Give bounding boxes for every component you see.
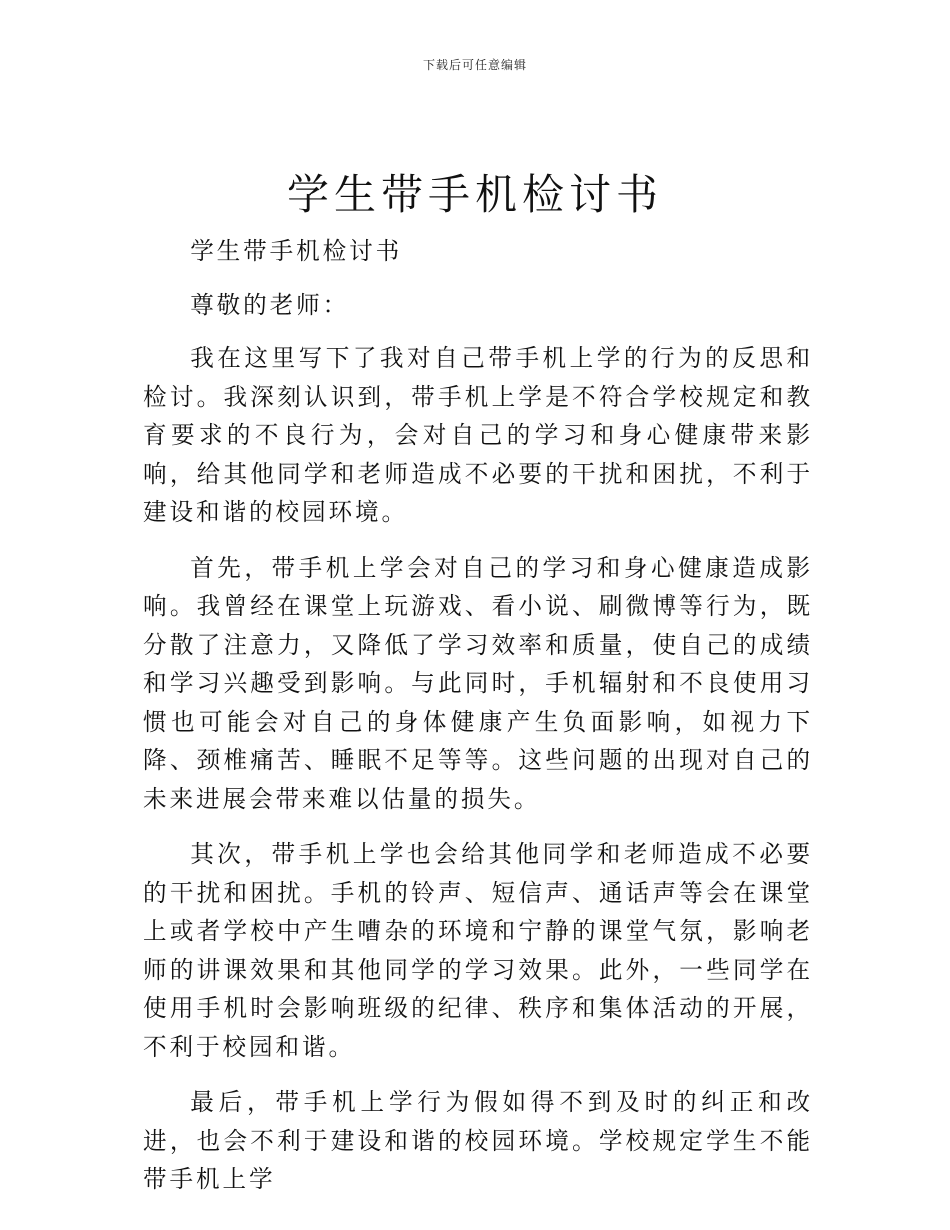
paragraph-subtitle: 学生带手机检讨书 bbox=[190, 237, 403, 265]
document-title: 学生带手机检讨书 bbox=[286, 170, 663, 219]
document-body bbox=[143, 232, 813, 1216]
paragraph-salutation: 尊敬的老师： bbox=[190, 290, 350, 319]
paragraph-last: 最后，带手机上学行为假如得不到及时的纠正和改进，也会不利于建设和谐的校园环境。学校规定学生不能带手机上学 bbox=[143, 1088, 813, 1193]
paragraph-second: 其次，带手机上学也会给其他同学和老师造成不必要的干扰和困扰。手机的铃声、短信声、通话声等会在课堂上或者学校中产生嘈杂的环境和宁静的课堂气氛，影响老师的讲课效果和其他同学的学习效果。此外，一些同学在使用手机时会影响班级的纪律、秩序和集体活动的开展，不利于校园和谐。 bbox=[143, 840, 813, 1061]
paragraph-first: 首先，带手机上学会对自己的学习和身心健康造成影响。我曾经在课堂上玩游戏、看小说、刷微博等行为，既分散了注意力，又降低了学习效率和质量，使自己的成绩和学习兴趣受到影响。与此同时，手机辐射和不良使用习惯也可能会对自己的身体健康产生负面影响，如视力下降、颈椎痛苦、睡眠不足等等。这些问题的出现对自己的未来进展会带来难以估量的损失。 bbox=[143, 553, 813, 813]
paragraph-intro: 我在这里写下了我对自己带手机上学的行为的反思和检讨。我深刻认识到，带手机上学是不符合学校规定和教育要求的不良行为，会对自己的学习和身心健康带来影响，给其他同学和老师造成不必要的干扰和困扰，不利于建设和谐的校园环境。 bbox=[143, 344, 813, 526]
header-note: 下载后可任意编辑 bbox=[422, 58, 527, 72]
